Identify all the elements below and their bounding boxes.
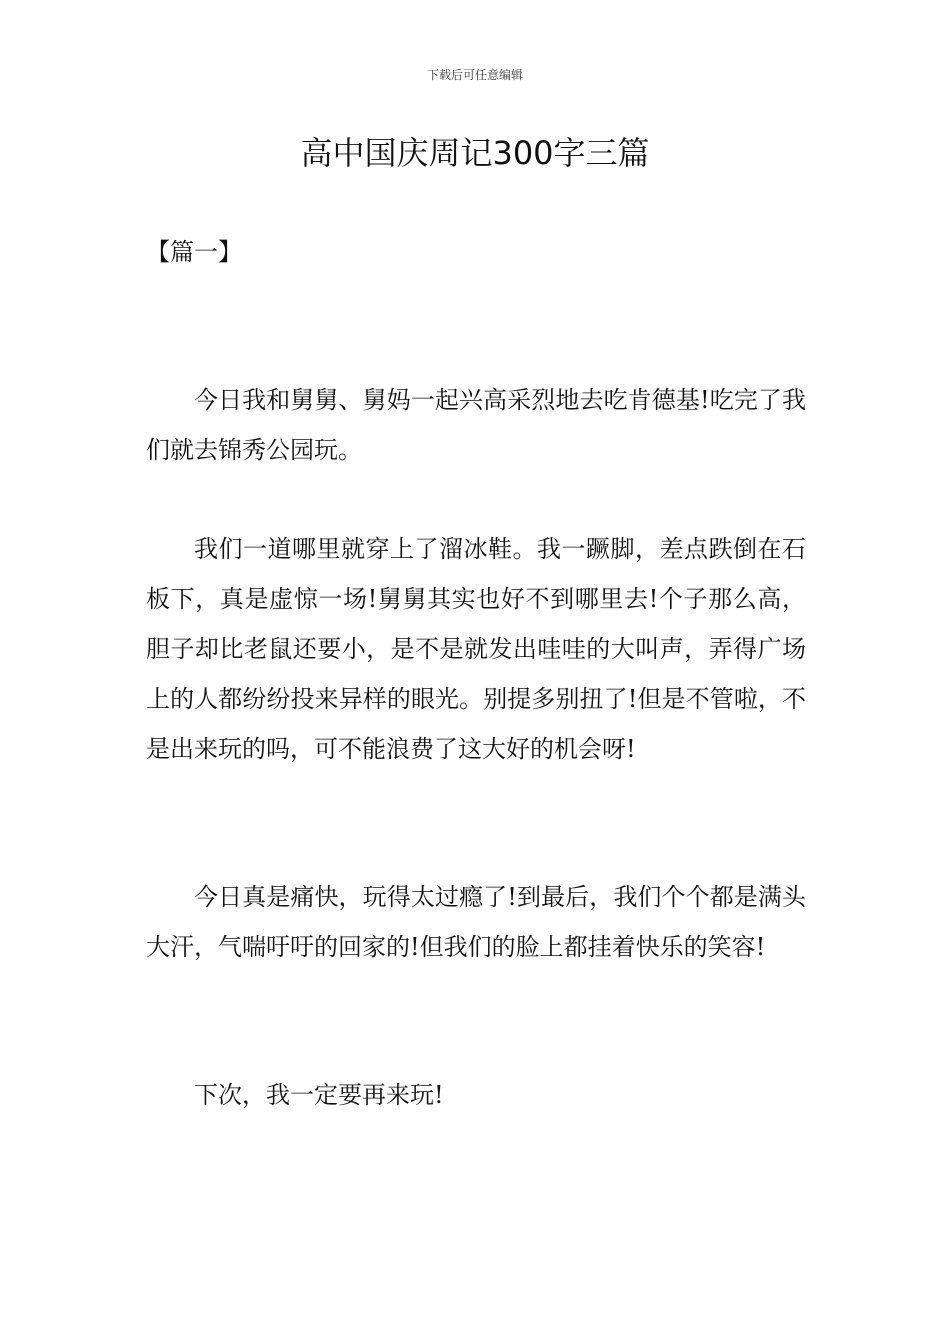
paragraph-1: 今日我和舅舅、舅妈一起兴高采烈地去吃肯德基!吃完了我们就去锦秀公园玩。 xyxy=(146,386,806,464)
header-note: 下载后可任意编辑 xyxy=(426,68,523,82)
paragraph-2: 我们一道哪里就穿上了溜冰鞋。我一蹶脚，差点跌倒在石板下，真是虚惊一场!舅舅其实也好不到哪里去!个子那么高，胆子却比老鼠还要小，是不是就发出哇哇的大叫声，弄得广场上的人都纷纷投来异样的眼光。别提多别扭了!但是不管啦，不是出来玩的吗，可不能浪费了这大好的机会呀! xyxy=(146,535,806,763)
paragraph-4: 下次，我一定要再来玩! xyxy=(194,1081,444,1109)
section-heading: 【篇一】 xyxy=(146,238,242,266)
document-title: 高中国庆周记300字三篇 xyxy=(300,134,650,172)
paragraph-3: 今日真是痛快，玩得太过瘾了!到最后，我们个个都是满头大汗，气喘吁吁的回家的!但我们的脸上都挂着快乐的笑容! xyxy=(146,883,806,961)
